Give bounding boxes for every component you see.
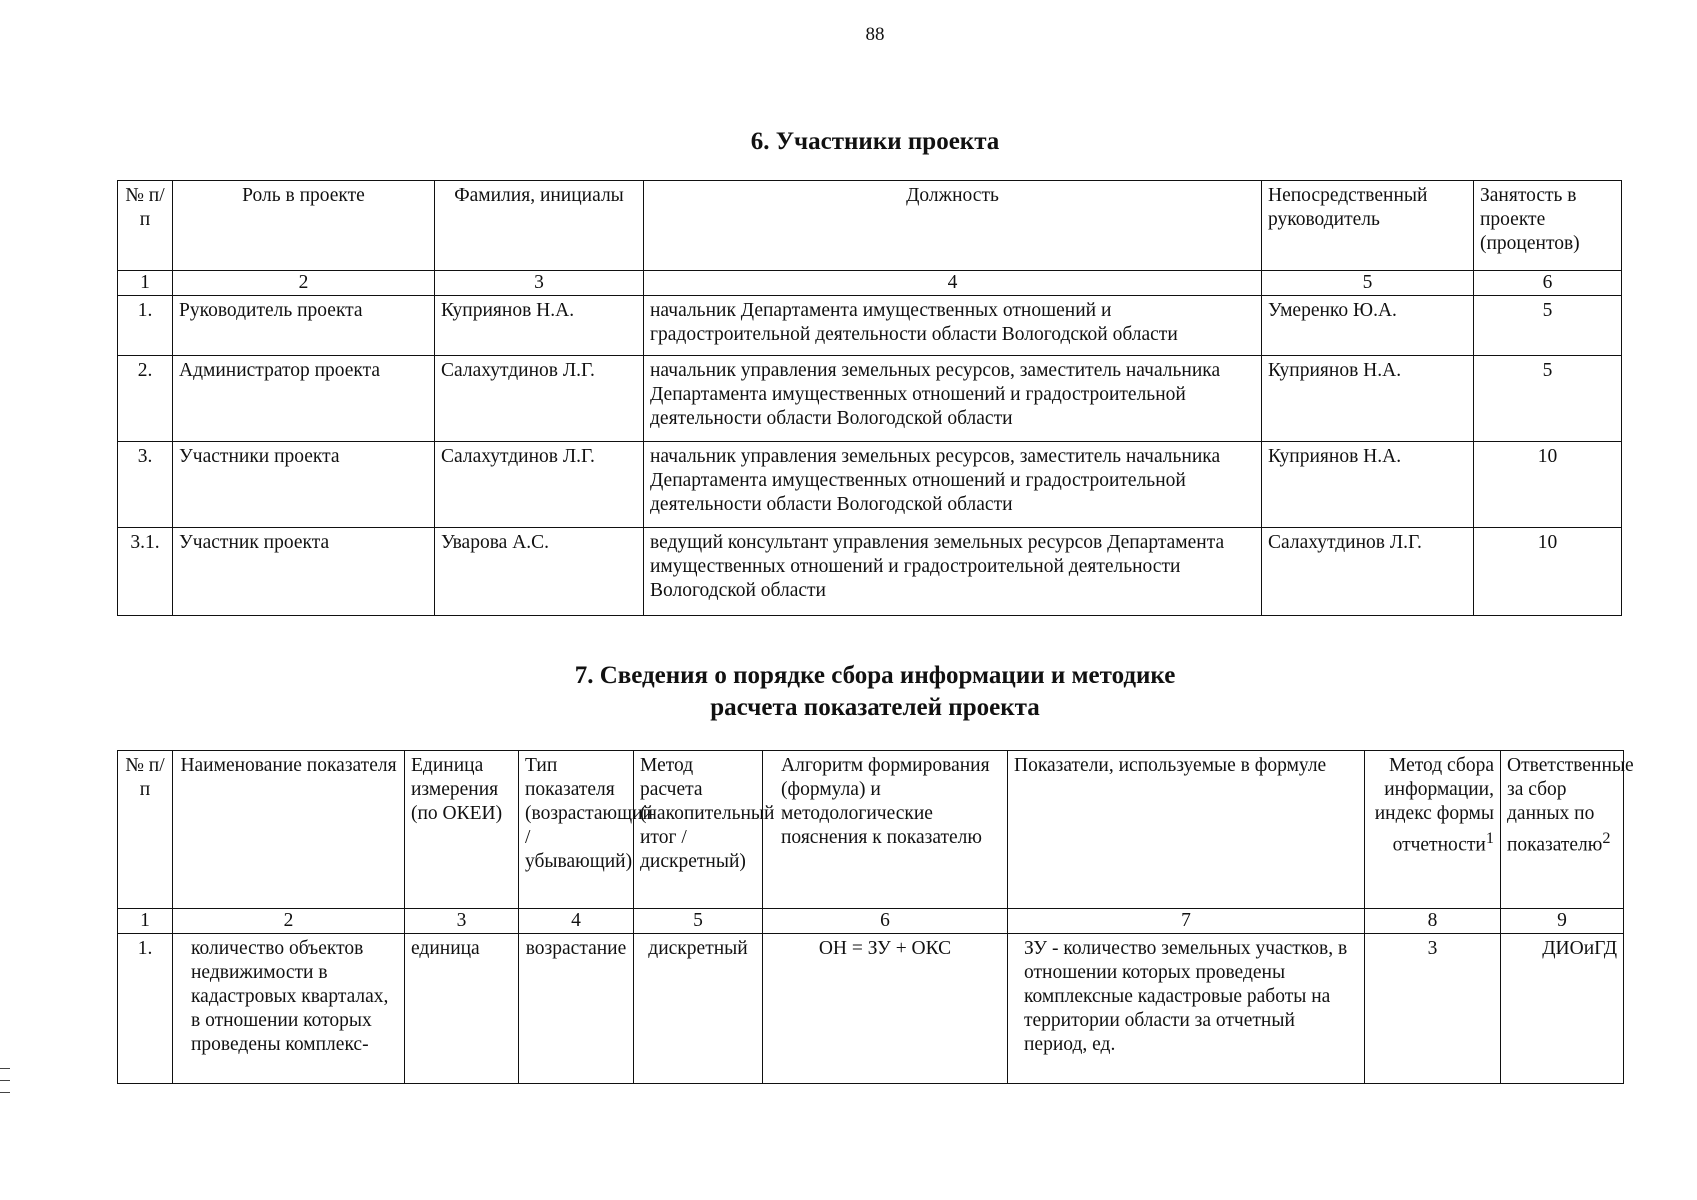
- table-row: [118, 528, 1622, 616]
- header-cell-responsible: [1501, 751, 1634, 909]
- column-number: 4: [644, 271, 1262, 296]
- table-row: [118, 934, 1624, 1084]
- header-cell-indicator: Наименование показателя: [173, 751, 405, 909]
- manager-cell: Куприянов Н.А.: [1262, 442, 1474, 528]
- column-number: 7: [1008, 909, 1365, 934]
- collection-method-cell: 3: [1365, 934, 1501, 1084]
- row-number: 1.: [118, 296, 173, 356]
- row-number: 3.1.: [118, 528, 173, 616]
- page-number: 88: [865, 24, 885, 45]
- column-number: 3: [435, 271, 644, 296]
- role-cell: Администратор проекта: [173, 356, 435, 442]
- role-cell: Участник проекта: [173, 528, 435, 616]
- header-cell-unit: Единица измерения (по ОКЕИ): [405, 751, 519, 909]
- role-cell: Участники проекта: [173, 442, 435, 528]
- role-cell: Руководитель проекта: [173, 296, 435, 356]
- employment-cell: 10: [1474, 528, 1622, 616]
- row-number: 1.: [118, 934, 173, 1084]
- column-number: 8: [1365, 909, 1501, 934]
- header-cell-role: Роль в проекте: [173, 181, 435, 271]
- position-cell: начальник управления земельных ресурсов, заместитель начальника Департамента имущественных отношений и градостроительной деятельности области Вологодской области: [644, 442, 1262, 528]
- footnote-marker: 1: [1485, 829, 1494, 847]
- table-row: [118, 442, 1622, 528]
- employment-cell: 10: [1474, 442, 1622, 528]
- formula-cell: ОН = ЗУ + ОКС: [763, 934, 1008, 1084]
- column-number: 5: [1262, 271, 1474, 296]
- header-cell-type: Тип показателя (возрастающий / убывающий): [519, 751, 634, 909]
- table-row: [118, 296, 1622, 356]
- name-cell: Салахутдинов Л.Г.: [435, 442, 644, 528]
- table-header-row: [118, 181, 1622, 271]
- header-cell-responsible-text: Ответственные за сбор данных по показателю: [1507, 755, 1634, 856]
- indicator-cell: количество объектов недвижимости в кадастровых кварталах, в отношении которых проведены комплекс-: [173, 934, 405, 1084]
- table-header-row: [118, 751, 1624, 909]
- responsible-cell: ДИОиГД: [1501, 934, 1624, 1084]
- row-number: 2.: [118, 356, 173, 442]
- header-cell-formula-indicators: Показатели, используемые в формуле: [1008, 751, 1365, 909]
- column-number: 9: [1501, 909, 1624, 934]
- column-number: 6: [1474, 271, 1622, 296]
- header-cell-calc-method: Метод расчета (накопительный итог / дискретный): [634, 751, 763, 909]
- name-cell: Уварова А.С.: [435, 528, 644, 616]
- position-cell: начальник управления земельных ресурсов, заместитель начальника Департамента имущественных отношений и градостроительной деятельности области Вологодской области: [644, 356, 1262, 442]
- name-cell: Куприянов Н.А.: [435, 296, 644, 356]
- margin-marks: [0, 1068, 10, 1104]
- indicators-table: [117, 750, 1634, 1084]
- manager-cell: Салахутдинов Л.Г.: [1262, 528, 1474, 616]
- type-cell: возрастание: [519, 934, 634, 1084]
- column-number-row: [118, 909, 1624, 934]
- position-cell: начальник Департамента имущественных отношений и градостроительной деятельности области Вологодской области: [644, 296, 1262, 356]
- column-number: 5: [634, 909, 763, 934]
- section-7-title: [0, 660, 1697, 724]
- header-cell-collection-method-text: Метод сбора информации, индекс формы отчетности: [1374, 755, 1494, 856]
- header-cell-algorithm: Алгоритм формирования (формула) и методологические пояснения к показателю: [763, 751, 1008, 909]
- section-7-title-line1: 7. Сведения о порядке сбора информации и методике: [574, 662, 1176, 689]
- column-number: 6: [763, 909, 1008, 934]
- header-cell-num: № п/п: [118, 751, 173, 909]
- position-cell: ведущий консультант управления земельных ресурсов Департамента имущественных отношений и градостроительной деятельности Вологодской области: [644, 528, 1262, 616]
- employment-cell: 5: [1474, 296, 1622, 356]
- calc-method-cell: дискретный: [634, 934, 763, 1084]
- column-number: 4: [519, 909, 634, 934]
- column-number: 1: [118, 909, 173, 934]
- employment-cell: 5: [1474, 356, 1622, 442]
- name-cell: Салахутдинов Л.Г.: [435, 356, 644, 442]
- column-number: 3: [405, 909, 519, 934]
- section-6-title: 6. Участники проекта: [750, 128, 1000, 155]
- participants-table: [117, 180, 1622, 616]
- header-cell-manager: Непосредственный руководитель: [1262, 181, 1474, 271]
- column-number: 1: [118, 271, 173, 296]
- unit-cell: единица: [405, 934, 519, 1084]
- header-cell-employment: Занятость в проекте (процентов): [1474, 181, 1622, 271]
- formula-indicators-cell: ЗУ - количество земельных участков, в отношении которых проведены комплексные кадастровые работы на территории области за отчетный период, ед.: [1008, 934, 1365, 1084]
- manager-cell: Умеренко Ю.А.: [1262, 296, 1474, 356]
- row-number: 3.: [118, 442, 173, 528]
- column-number: 2: [173, 909, 405, 934]
- footnote-marker: 2: [1602, 829, 1611, 847]
- header-cell-num: № п/п: [118, 181, 173, 271]
- manager-cell: Куприянов Н.А.: [1262, 356, 1474, 442]
- section-7-title-line2: расчета показателей проекта: [710, 694, 1040, 721]
- column-number-row: [118, 271, 1622, 296]
- table-row: [118, 356, 1622, 442]
- header-cell-position: Должность: [644, 181, 1262, 271]
- header-cell-collection-method: [1365, 751, 1501, 909]
- column-number: 2: [173, 271, 435, 296]
- header-cell-name: Фамилия, инициалы: [435, 181, 644, 271]
